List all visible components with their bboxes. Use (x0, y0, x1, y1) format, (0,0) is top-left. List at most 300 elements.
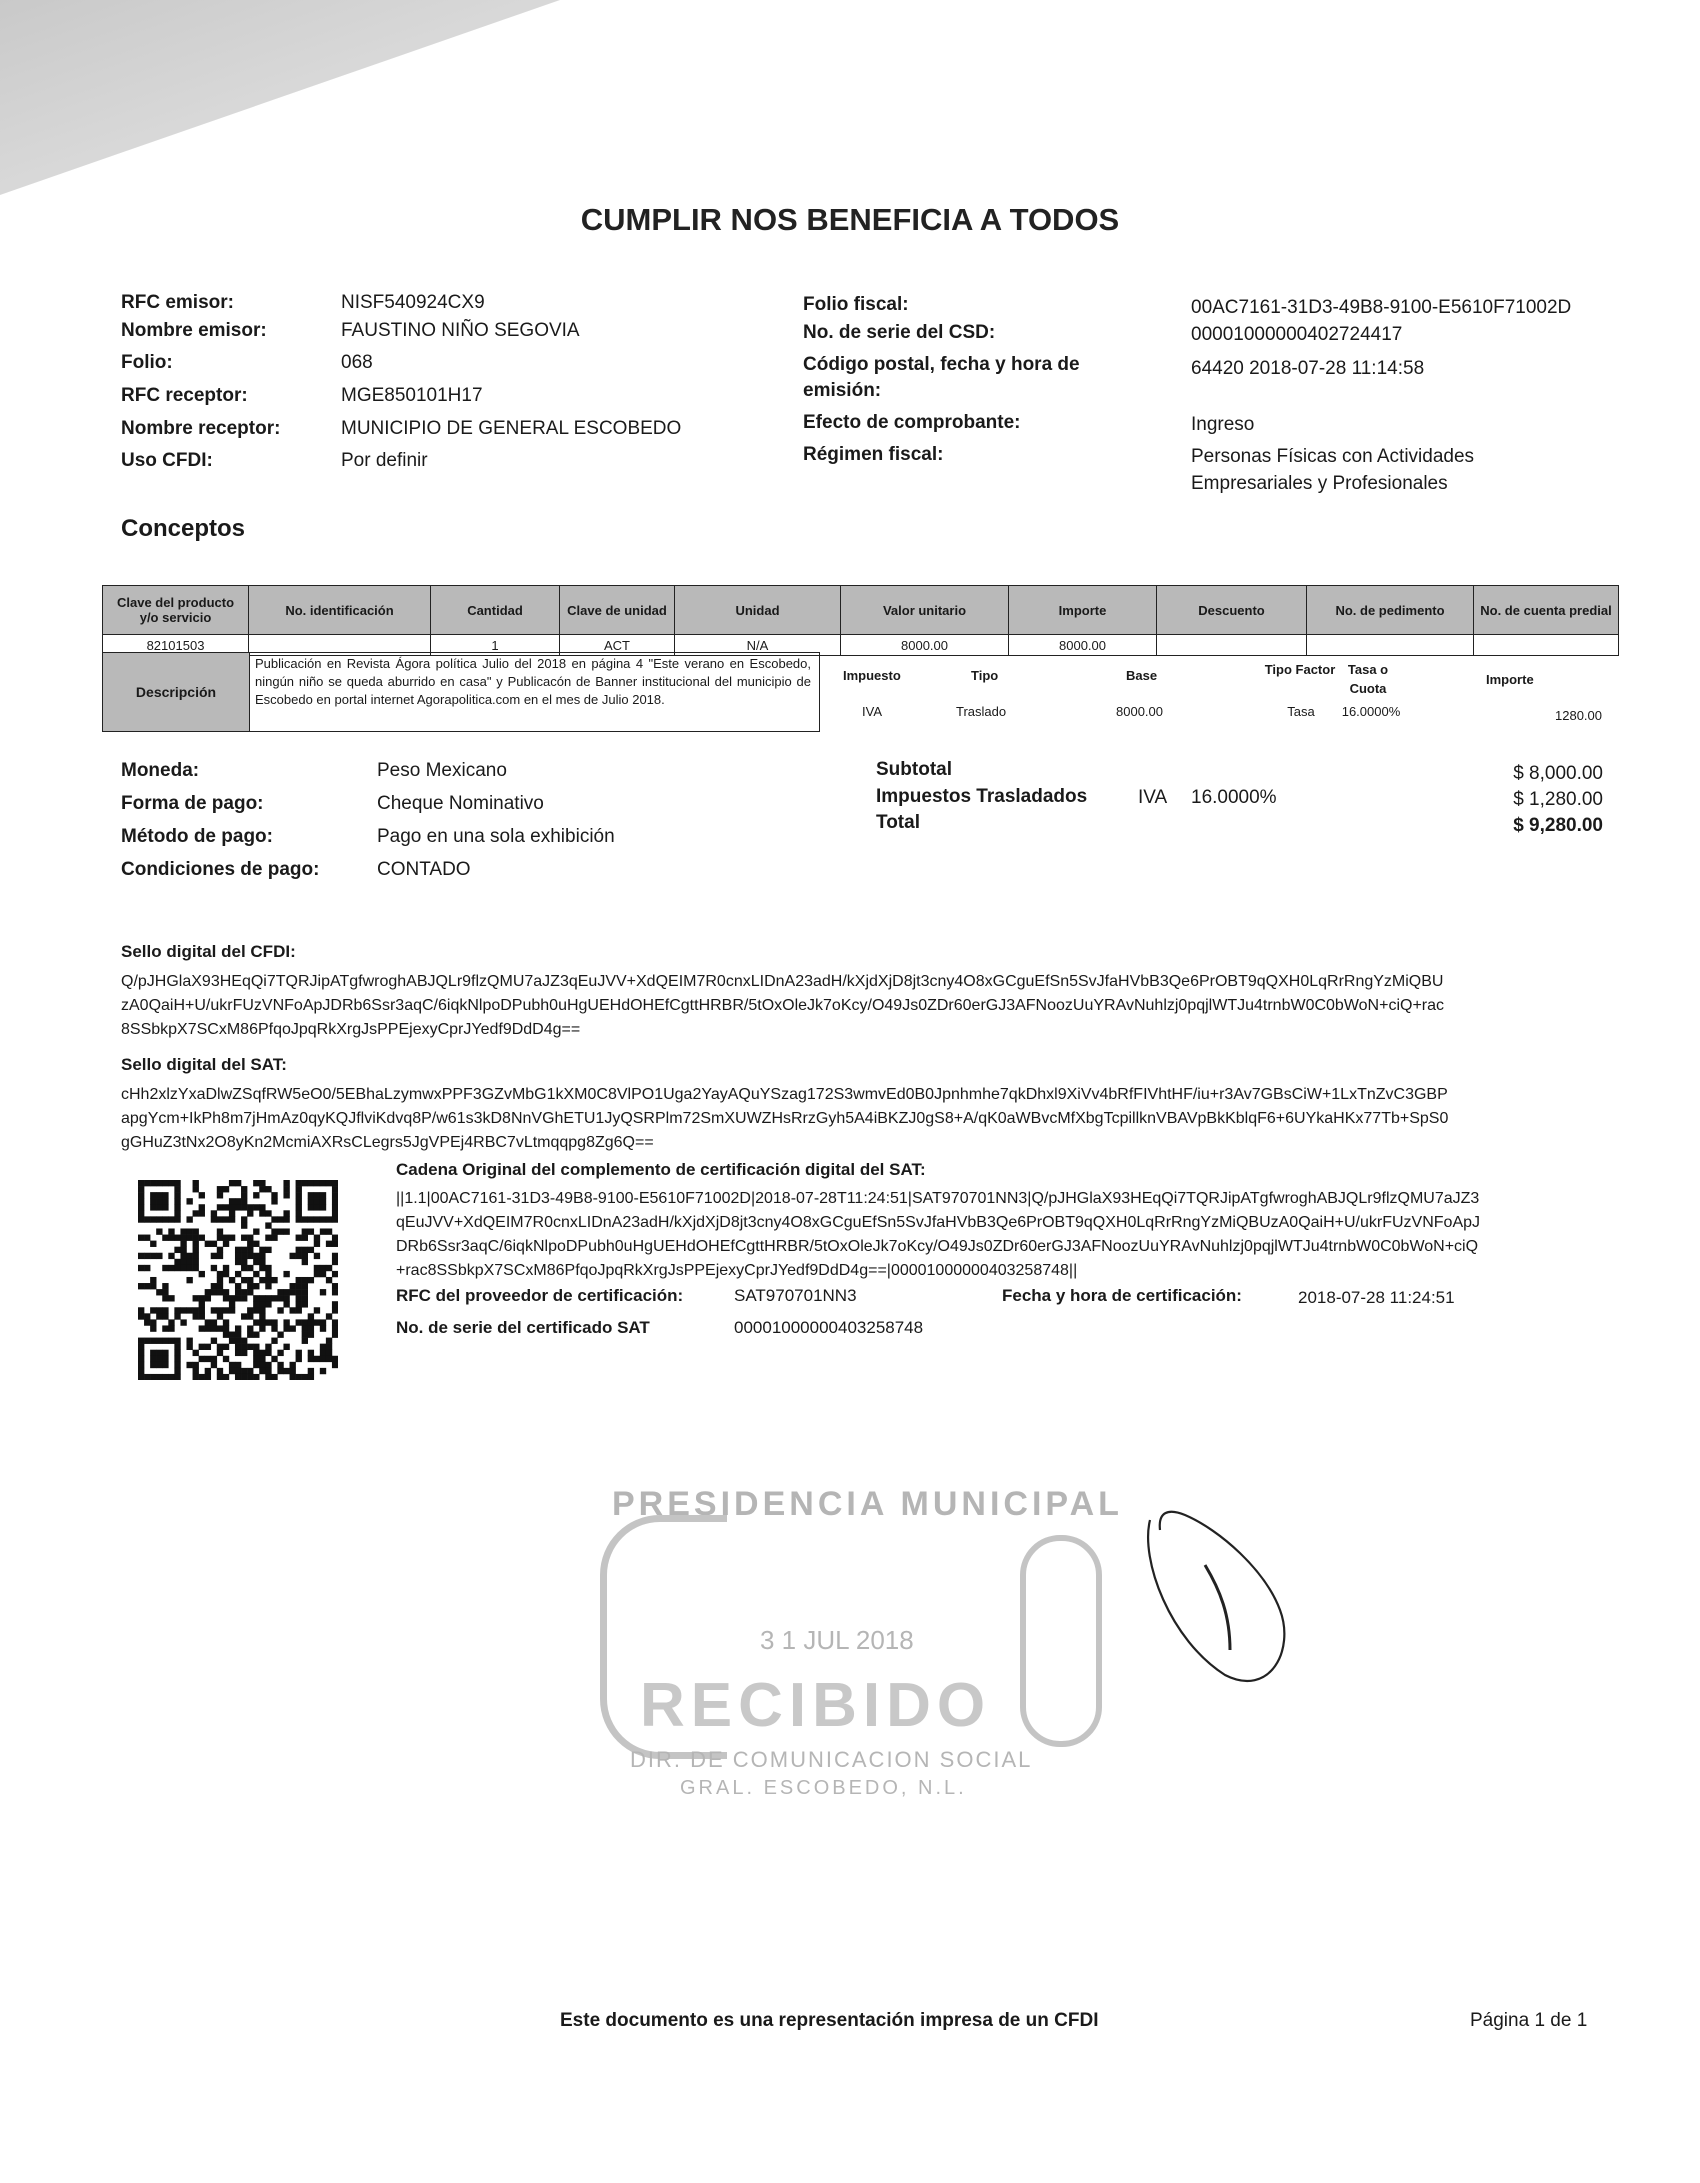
efecto-value: Ingreso (1191, 414, 1255, 435)
qr-module (308, 1374, 314, 1380)
qr-module (211, 1241, 217, 1247)
qr-module (174, 1259, 180, 1265)
qr-module (193, 1247, 199, 1253)
qr-module (296, 1235, 302, 1241)
qr-module (223, 1325, 229, 1331)
page-number: Página 1 de 1 (1470, 2010, 1588, 2031)
qr-module (235, 1338, 241, 1344)
qr-module (314, 1356, 320, 1362)
qr-module (199, 1192, 205, 1198)
qr-module (259, 1253, 265, 1259)
cadena-label: Cadena Original del complemento de certificación digital del SAT: (396, 1160, 926, 1179)
qr-module (271, 1338, 277, 1344)
qr-module (217, 1368, 223, 1374)
qr-module (308, 1350, 314, 1356)
qr-module (259, 1180, 265, 1186)
stamp-oval-right (1020, 1535, 1102, 1747)
qr-module (253, 1241, 259, 1247)
qr-module (265, 1362, 271, 1368)
cell-unidad: N/A (675, 635, 841, 656)
qr-module (186, 1198, 192, 1204)
tax-tipo-value: Traslado (956, 704, 1007, 719)
moneda-label: Moneda: (121, 760, 200, 781)
qr-module (265, 1319, 271, 1325)
qr-module (211, 1289, 217, 1295)
qr-module (229, 1180, 235, 1186)
qr-module (180, 1228, 186, 1234)
tax-tipo-header: Tipo (971, 668, 999, 683)
qr-module (332, 1216, 338, 1222)
qr-module (186, 1228, 192, 1234)
qr-module (308, 1228, 314, 1234)
col-cuenta-predial: No. de cuenta predial (1474, 586, 1619, 635)
qr-module (229, 1301, 235, 1307)
qr-module (150, 1283, 156, 1289)
qr-module (247, 1265, 253, 1271)
qr-module (241, 1198, 247, 1204)
qr-module (253, 1356, 259, 1362)
qr-module (277, 1295, 283, 1301)
qr-module (241, 1222, 247, 1228)
qr-module (314, 1307, 320, 1313)
qr-module (193, 1259, 199, 1265)
qr-module (247, 1344, 253, 1350)
qr-module (144, 1319, 150, 1325)
qr-module (296, 1192, 302, 1198)
qr-module (211, 1319, 217, 1325)
document-title: CUMPLIR NOS BENEFICIA A TODOS (580, 202, 1120, 237)
regimen-value: Personas Físicas con Actividades (1191, 446, 1475, 467)
qr-module (217, 1313, 223, 1319)
qr-module (156, 1362, 162, 1368)
qr-module (162, 1295, 168, 1301)
qr-module (211, 1356, 217, 1362)
qr-module (253, 1362, 259, 1368)
qr-module (199, 1313, 205, 1319)
qr-module (265, 1283, 271, 1289)
qr-module (283, 1216, 289, 1222)
qr-module (235, 1325, 241, 1331)
qr-module (314, 1204, 320, 1210)
qr-module (211, 1216, 217, 1222)
impuestos-type: IVA (1138, 787, 1168, 808)
qr-module (271, 1374, 277, 1380)
qr-module (211, 1265, 217, 1271)
efecto-label: Efecto de comprobante: (803, 412, 1021, 433)
qr-module (211, 1307, 217, 1313)
nombre-receptor-label: Nombre receptor: (121, 418, 281, 439)
qr-module (332, 1210, 338, 1216)
sello-cfdi-line: Q/pJHGlaX93HEqQi7TQRJipATgfwroghABJQLr9flzQMU7aJZ3qEuJVV+XdQEIM7R0cnxLIDnA23adH/kXjdXjD8jt3cny4O8xGCguEfSn5SvJfaHVbB3Qe6PrOBT9qQXH0LqRrRngYzMiQBU (121, 973, 1444, 990)
qr-module (326, 1228, 332, 1234)
qr-module (186, 1277, 192, 1283)
qr-module (283, 1295, 289, 1301)
qr-module (241, 1313, 247, 1319)
qr-module (283, 1271, 289, 1277)
qr-module (162, 1204, 168, 1210)
qr-module (247, 1325, 253, 1331)
qr-module (296, 1216, 302, 1222)
qr-module (150, 1362, 156, 1368)
rfc-receptor-label: RFC receptor: (121, 385, 248, 406)
qr-module (186, 1362, 192, 1368)
qr-module (302, 1228, 308, 1234)
sello-cfdi-label: Sello digital del CFDI: (121, 942, 296, 961)
tax-importe-header: Importe (1486, 672, 1534, 687)
qr-module (162, 1374, 168, 1380)
qr-module (296, 1186, 302, 1192)
qr-module (253, 1344, 259, 1350)
qr-module (217, 1186, 223, 1192)
qr-module (320, 1216, 326, 1222)
qr-module (253, 1192, 259, 1198)
qr-module (156, 1204, 162, 1210)
qr-module (162, 1338, 168, 1344)
descripcion-box (102, 652, 820, 732)
qr-module (180, 1253, 186, 1259)
qr-module (150, 1253, 156, 1259)
sello-sat-line: cHh2xlzYxaDlwZSqfRW5eO0/5EBhaLzymwxPPF3GZvMbG1kXM0C8VlPO1Uga2YayAQuYSzag172S3wmvEd0B0Jpnhmhe7qkDhxl9XiVv4bRfFIVhtHF/iu+r3Av7GBsCiW+1LxTnZvC3GBP (121, 1086, 1448, 1103)
qr-module (320, 1368, 326, 1374)
qr-module (223, 1241, 229, 1247)
qr-module (259, 1313, 265, 1319)
qr-module (296, 1356, 302, 1362)
qr-module (296, 1319, 302, 1325)
qr-module (223, 1332, 229, 1338)
fecha-certificacion-label: Fecha y hora de certificación: (1002, 1286, 1242, 1305)
emision-value: 64420 2018-07-28 11:14:58 (1191, 358, 1425, 379)
cadena-line: DRb6Ssr3aqC/6iqkNlpoDPubh0uHgUEHdOHEfCgttHRBR/5tOxOleJk7oKcy/O49Js0ZDr60erGJ3AFNoozUuYRAvNuhlzj0pqjlWTJu4trnbW0C0bWoN+ciQ (396, 1238, 1479, 1255)
qr-module (174, 1362, 180, 1368)
qr-module (308, 1216, 314, 1222)
qr-module (302, 1301, 308, 1307)
cell-valor-unitario: 8000.00 (841, 635, 1009, 656)
metodo-pago-label: Método de pago: (121, 826, 273, 847)
qr-module (168, 1235, 174, 1241)
qr-module (156, 1192, 162, 1198)
qr-module (138, 1374, 144, 1380)
qr-module (180, 1241, 186, 1247)
qr-module (265, 1374, 271, 1380)
qr-module (308, 1192, 314, 1198)
qr-module (223, 1186, 229, 1192)
moneda-value: Peso Mexicano (377, 760, 507, 781)
qr-module (241, 1368, 247, 1374)
qr-module (277, 1289, 283, 1295)
qr-module (174, 1186, 180, 1192)
qr-module (253, 1180, 259, 1186)
total-label: Total (876, 812, 920, 833)
qr-module (296, 1204, 302, 1210)
tax-tasa-value: 16.0000% (1341, 704, 1401, 719)
qr-module (241, 1350, 247, 1356)
qr-module (138, 1253, 144, 1259)
stamp-date: 3 1 JUL 2018 (760, 1625, 914, 1655)
qr-module (138, 1356, 144, 1362)
qr-module (247, 1313, 253, 1319)
qr-module (217, 1289, 223, 1295)
qr-module (308, 1332, 314, 1338)
qr-module (205, 1325, 211, 1331)
col-descuento: Descuento (1157, 586, 1307, 635)
qr-module (296, 1247, 302, 1253)
qr-module (277, 1350, 283, 1356)
qr-module (253, 1259, 259, 1265)
qr-module (186, 1235, 192, 1241)
qr-module (223, 1235, 229, 1241)
qr-module (302, 1338, 308, 1344)
qr-module (326, 1277, 332, 1283)
qr-module (235, 1350, 241, 1356)
stamp-direccion: DIR. DE COMUNICACION SOCIAL (630, 1747, 1033, 1772)
cadena-text (396, 1187, 1616, 1283)
qr-module (156, 1180, 162, 1186)
qr-module (290, 1374, 296, 1380)
qr-module (217, 1247, 223, 1253)
qr-module (168, 1295, 174, 1301)
qr-module (193, 1210, 199, 1216)
qr-module (241, 1204, 247, 1210)
table-header-row (103, 586, 1619, 635)
qr-module (314, 1319, 320, 1325)
qr-module (150, 1338, 156, 1344)
qr-module (253, 1319, 259, 1325)
qr-module (296, 1301, 302, 1307)
qr-module (265, 1265, 271, 1271)
cell-clave-producto: 82101503 (103, 635, 249, 656)
qr-module (283, 1368, 289, 1374)
qr-module (296, 1198, 302, 1204)
qr-module (138, 1216, 144, 1222)
qr-module (235, 1253, 241, 1259)
qr-module (265, 1350, 271, 1356)
qr-module (259, 1247, 265, 1253)
qr-module (271, 1319, 277, 1325)
qr-module (138, 1283, 144, 1289)
col-no-identificacion: No. identificación (249, 586, 431, 635)
qr-module (253, 1228, 259, 1234)
qr-module (150, 1319, 156, 1325)
col-clave-unidad: Clave de unidad (560, 586, 675, 635)
qr-module (144, 1338, 150, 1344)
qr-module (174, 1350, 180, 1356)
qr-module (271, 1198, 277, 1204)
qr-module (326, 1180, 332, 1186)
qr-module (259, 1259, 265, 1265)
qr-module (223, 1271, 229, 1277)
qr-module (308, 1247, 314, 1253)
qr-module (259, 1301, 265, 1307)
qr-module (138, 1198, 144, 1204)
qr-module (259, 1265, 265, 1271)
qr-module (320, 1344, 326, 1350)
qr-module (265, 1186, 271, 1192)
qr-module (211, 1210, 217, 1216)
qr-module (247, 1332, 253, 1338)
qr-module (150, 1204, 156, 1210)
qr-module (259, 1350, 265, 1356)
folio-fiscal-value: 00AC7161-31D3-49B8-9100-E5610F71002D (1191, 297, 1572, 318)
qr-module (217, 1216, 223, 1222)
qr-module (247, 1289, 253, 1295)
qr-module (217, 1204, 223, 1210)
qr-module (217, 1283, 223, 1289)
qr-module (241, 1277, 247, 1283)
qr-module (247, 1210, 253, 1216)
qr-module (235, 1180, 241, 1186)
qr-module (308, 1277, 314, 1283)
qr-module (259, 1186, 265, 1192)
qr-module (235, 1368, 241, 1374)
sello-sat-line: apgYcm+IkPh8m7jHmAz0qyKQJflviKdvq8P/w61s3kD8NnVGhETU1JyQSRPlm72SmXUWZHsRrzGyh5A4iBKZJ0gS8+A/qK0aWBvcMfXbgTcpillknVBAVpBkKblqF6+6UYkaHKx77Tb+SpS0 (121, 1110, 1449, 1127)
qr-module (138, 1186, 144, 1192)
qr-code (138, 1180, 338, 1380)
tax-impuesto-header: Impuesto (843, 668, 901, 683)
qr-module (314, 1192, 320, 1198)
qr-module (150, 1325, 156, 1331)
tax-tasa-header: Tasa o Cuota (1347, 662, 1389, 696)
qr-module (199, 1271, 205, 1277)
qr-module (199, 1235, 205, 1241)
qr-module (253, 1253, 259, 1259)
qr-module (308, 1204, 314, 1210)
qr-module (162, 1350, 168, 1356)
qr-module (253, 1295, 259, 1301)
qr-module (253, 1350, 259, 1356)
scan-shadow (0, 0, 560, 200)
qr-module (211, 1253, 217, 1259)
qr-module (332, 1192, 338, 1198)
qr-module (162, 1198, 168, 1204)
cadena-line: qEuJVV+XdQEIM7R0cnxLIDnA23adH/kXjdXjD8jt3cny4O8xGCguEfSn5SvJfaHVbB3Qe6PrOBT9qQXH0LqRrRngYzMiQBUzA0QaiH+U/ukrFUzVNFoApJ (396, 1214, 1481, 1231)
qr-module (302, 1259, 308, 1265)
total-value: $ 9,280.00 (1513, 815, 1603, 836)
qr-module (320, 1198, 326, 1204)
qr-module (193, 1307, 199, 1313)
qr-module (168, 1265, 174, 1271)
sello-cfdi-line: 8SSbkpX7SCxM86PfqoJpqRkXrgJsPPEjexyCprJYedf9DdD4g== (121, 1021, 581, 1038)
qr-module (199, 1301, 205, 1307)
conceptos-table (102, 585, 1619, 656)
qr-module (241, 1253, 247, 1259)
tax-impuesto-value: IVA (862, 704, 882, 719)
qr-module (241, 1374, 247, 1380)
qr-module (193, 1350, 199, 1356)
qr-module (314, 1180, 320, 1186)
qr-module (241, 1259, 247, 1265)
qr-module (332, 1319, 338, 1325)
qr-module (186, 1253, 192, 1259)
rfc-emisor-value: NISF540924CX9 (341, 292, 485, 313)
qr-module (235, 1374, 241, 1380)
qr-module (314, 1271, 320, 1277)
qr-module (150, 1241, 156, 1247)
qr-module (302, 1319, 308, 1325)
qr-module (320, 1325, 326, 1331)
qr-module (296, 1307, 302, 1313)
qr-module (156, 1228, 162, 1234)
tax-detail (818, 652, 1618, 730)
qr-module (271, 1277, 277, 1283)
impuestos-rate: 16.0000% (1191, 787, 1277, 808)
qr-module (174, 1204, 180, 1210)
fecha-certificacion-value: 2018-07-28 11:24:51 (1298, 1288, 1455, 1307)
qr-module (180, 1319, 186, 1325)
qr-module (229, 1295, 235, 1301)
sello-sat-line: gGHuZ3tNx2O8yKn2McmiAXRsCLegrs5JgVPEj4RBC7vLtmqqpg8Zg6Q== (121, 1134, 654, 1151)
qr-module (326, 1216, 332, 1222)
cell-clave-unidad: ACT (560, 635, 675, 656)
qr-module (205, 1368, 211, 1374)
col-unidad: Unidad (675, 586, 841, 635)
col-cantidad: Cantidad (431, 586, 560, 635)
serie-certificado-value: 00001000000403258748 (734, 1318, 924, 1337)
qr-module (144, 1313, 150, 1319)
qr-module (283, 1228, 289, 1234)
qr-module (217, 1192, 223, 1198)
qr-module (211, 1338, 217, 1344)
qr-module (162, 1283, 168, 1289)
qr-module (332, 1283, 338, 1289)
qr-module (290, 1253, 296, 1259)
qr-module (223, 1216, 229, 1222)
qr-module (193, 1374, 199, 1380)
qr-module (186, 1338, 192, 1344)
subtotal-label: Subtotal (876, 759, 952, 780)
qr-module (193, 1186, 199, 1192)
qr-module (156, 1307, 162, 1313)
qr-module (138, 1344, 144, 1350)
qr-module (332, 1332, 338, 1338)
qr-module (229, 1210, 235, 1216)
forma-pago-label: Forma de pago: (121, 793, 264, 814)
qr-module (156, 1338, 162, 1344)
qr-module (156, 1374, 162, 1380)
tax-tipo-factor-value: Tasa (1287, 704, 1315, 719)
qr-module (326, 1265, 332, 1271)
qr-module (296, 1283, 302, 1289)
qr-module (296, 1210, 302, 1216)
qr-module (320, 1265, 326, 1271)
metodo-pago-value: Pago en una sola exhibición (377, 826, 615, 847)
qr-module (138, 1313, 144, 1319)
qr-module (332, 1356, 338, 1362)
rfc-emisor-label: RFC emisor: (121, 292, 234, 313)
qr-module (253, 1204, 259, 1210)
qr-module (302, 1332, 308, 1338)
qr-module (138, 1204, 144, 1210)
qr-module (144, 1180, 150, 1186)
qr-module (199, 1325, 205, 1331)
stamp-recibido: RECIBIDO (640, 1671, 992, 1740)
qr-module (217, 1307, 223, 1313)
qr-module (193, 1362, 199, 1368)
qr-module (265, 1344, 271, 1350)
qr-module (162, 1325, 168, 1331)
qr-module (265, 1368, 271, 1374)
qr-module (223, 1265, 229, 1271)
nombre-emisor-value: FAUSTINO NIÑO SEGOVIA (341, 320, 580, 341)
qr-module (235, 1362, 241, 1368)
qr-module (162, 1235, 168, 1241)
qr-module (162, 1265, 168, 1271)
qr-module (138, 1235, 144, 1241)
qr-module (199, 1204, 205, 1210)
qr-module (302, 1374, 308, 1380)
qr-module (217, 1374, 223, 1380)
qr-module (211, 1283, 217, 1289)
qr-module (247, 1374, 253, 1380)
